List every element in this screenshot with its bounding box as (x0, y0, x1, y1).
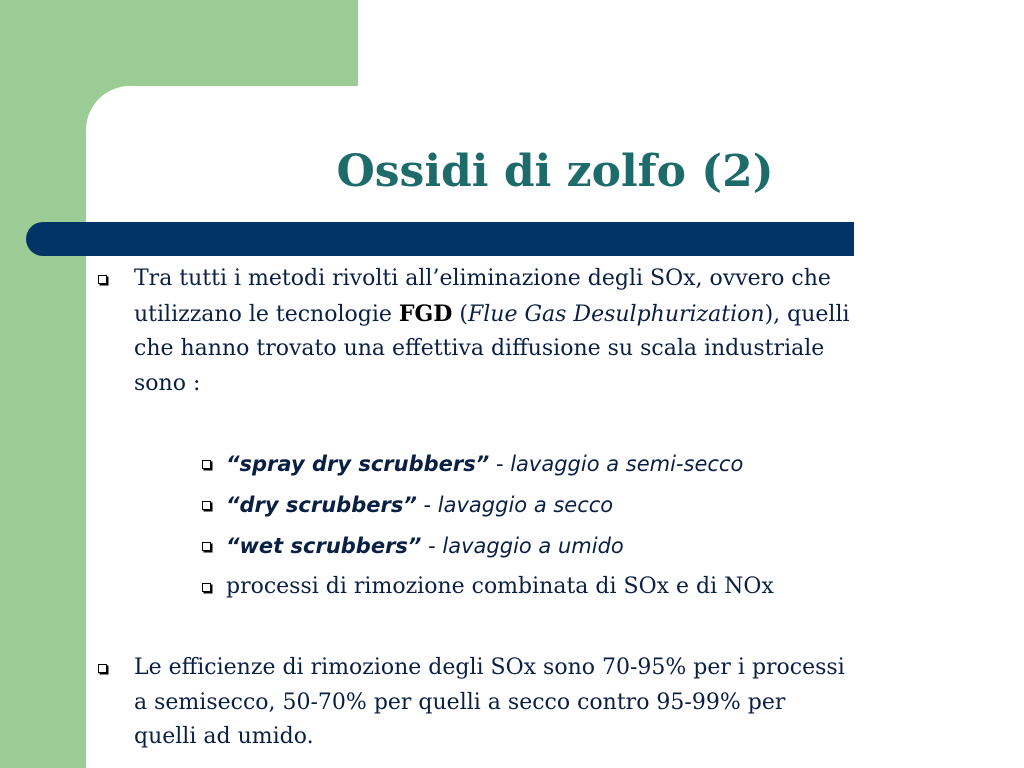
para1-line1: Tra tutti i metodi rivolti all’eliminazione degli SOx, ovvero che (134, 266, 831, 291)
method-term: “dry scrubbers” (226, 493, 417, 517)
para1-line4: sono : (134, 370, 201, 396)
method-item (226, 572, 774, 602)
para1-line2-end: ), quelli (764, 301, 850, 327)
paragraph-fgd-methods (134, 262, 1014, 401)
method-item (226, 449, 743, 480)
para2-line1: Le efficienze di rimozione degli SOx sono 70-95% per i processi (134, 655, 845, 680)
method-term: “spray dry scrubbers” (226, 452, 490, 476)
hollow-square-bullet-icon (202, 583, 211, 592)
hollow-square-bullet-icon (202, 501, 211, 510)
method-description: lavaggio a semi-secco (510, 452, 744, 476)
para1-line2-start: utilizzano le tecnologie (134, 301, 399, 327)
method-text: processi di rimozione combinata di SOx e di NOx (226, 574, 774, 599)
hollow-square-bullet-icon (202, 542, 211, 551)
paragraph-efficiencies (134, 651, 1014, 755)
method-item (226, 490, 613, 521)
hollow-square-bullet-icon (98, 275, 107, 284)
para2-line2: a semisecco, 50-70% per quelli a secco contro 95-99% per (134, 689, 786, 715)
hollow-square-bullet-icon (98, 664, 107, 673)
method-item (226, 531, 624, 562)
hollow-square-bullet-icon (202, 460, 211, 469)
title-underline-bar (26, 222, 854, 256)
method-separator: - (489, 452, 511, 476)
para1-line3: che hanno trovato una effettiva diffusione su scala industriale (134, 336, 825, 361)
slide-title: Ossidi di zolfo (2) (336, 146, 774, 197)
fgd-full-name: Flue Gas Desulphurization (467, 301, 765, 327)
method-description: lavaggio a secco (437, 493, 614, 517)
method-description: lavaggio a umido (442, 534, 624, 558)
fgd-acronym: FGD (398, 300, 453, 327)
method-separator: - (421, 534, 443, 558)
paren-open: ( (452, 301, 468, 327)
para2-line3: quelli ad umido. (134, 724, 314, 749)
method-term: “wet scrubbers” (226, 534, 422, 558)
method-separator: - (416, 493, 438, 517)
